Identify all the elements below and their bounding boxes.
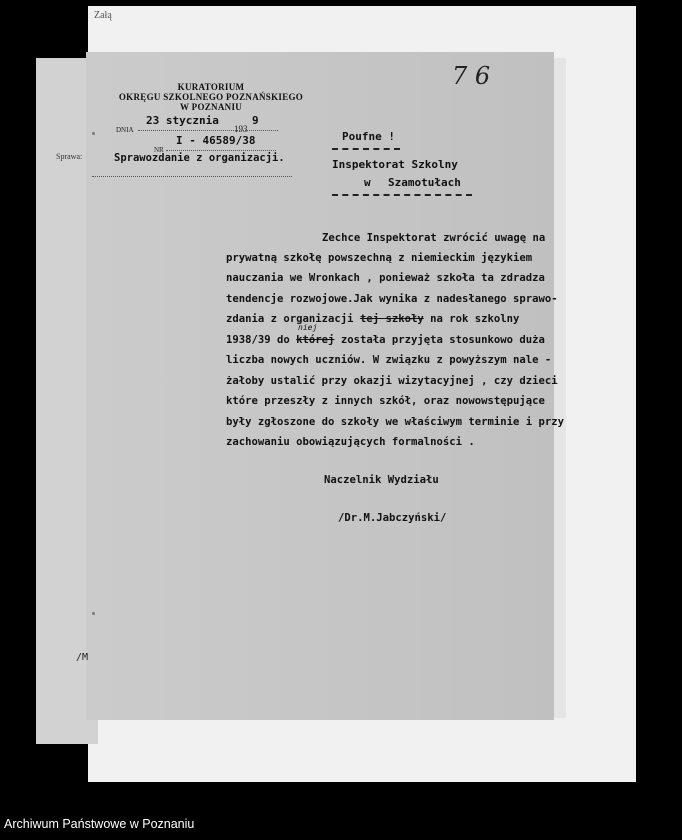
date-dotted-line — [138, 130, 278, 131]
body-line: tendencje rozwojowe.Jak wynika z nadesłanego sprawo- — [226, 293, 558, 305]
left-sheet-initials: /M — [76, 652, 89, 663]
recipient-city: Szamotułach — [388, 176, 461, 189]
body-line: żałoby ustalić przy okazji wizytacyjnej , czy dzieci — [226, 375, 558, 387]
body-line-with-strike — [226, 334, 545, 346]
body-line: Zechce Inspektorat zwrócić uwagę na — [322, 232, 546, 244]
handwritten-insertion: niej — [298, 323, 318, 332]
office-line: W POZNANIU — [179, 102, 243, 112]
number-dotted-line — [166, 150, 276, 151]
document-page — [86, 52, 565, 720]
number-label: NR — [154, 146, 164, 154]
body-line: nauczania we Wronkach , ponieważ szkoła ta zdradza — [226, 272, 545, 284]
subject-dotted-line — [92, 176, 292, 177]
punch-hole — [92, 132, 95, 135]
body-line: zachowaniu obowiązujących formalności . — [226, 436, 475, 448]
body-line: liczba nowych uczniów. W związku z powyższym nale - — [226, 354, 552, 366]
recipient-w: w — [364, 176, 371, 189]
date-label: DNIA — [116, 126, 134, 134]
body-line: prywatną szkołę powszechną z niemieckim językiem — [226, 252, 533, 264]
subject-value: Sprawozdanie z organizacji. — [114, 152, 285, 164]
body-line-text: na rok szkolny — [423, 313, 520, 325]
body-line-text: została przyjęta stosunkowo duża — [334, 334, 545, 346]
issuing-office — [86, 82, 336, 112]
document-edge — [552, 58, 566, 718]
punch-hole — [92, 612, 95, 615]
signature-name: /Dr.M.Jabczyński/ — [338, 512, 447, 524]
struck-text: której — [296, 334, 335, 346]
left-sheet-sprawa-label: Sprawa: — [56, 152, 83, 161]
year-prefix: 193 — [234, 124, 248, 134]
office-line: OKRĘGU SZKOLNEGO POZNAŃSKIEGO — [118, 92, 304, 102]
background-sheet-tab-text: Załą — [94, 10, 112, 21]
recipient-underline — [332, 194, 472, 196]
body-line-with-strike — [226, 313, 519, 325]
body-line: były zgłoszone do szkoły we właściwym terminie i przy — [226, 416, 565, 428]
year-suffix: 9 — [252, 114, 259, 127]
confidential-underline — [332, 148, 400, 150]
recipient-line-1: Inspektorat Szkolny — [332, 158, 458, 171]
body-line-text: zdania z organizacji — [226, 313, 360, 325]
struck-text: tej szkoły — [359, 313, 424, 325]
reference-number: I - 46589/38 — [176, 134, 256, 147]
confidential-marking: Poufne ! — [342, 130, 395, 143]
archive-footer: Archiwum Państwowe w Poznaniu — [4, 817, 195, 831]
body-line: które przeszły z innych szkół, oraz nowowstępujące — [226, 395, 545, 407]
body-line-text: 1938/39 do — [226, 334, 297, 346]
office-line: KURATORIUM — [177, 82, 245, 92]
signature-title: Naczelnik Wydziału — [324, 474, 439, 486]
date-value: 23 stycznia — [146, 114, 219, 127]
handwritten-folio-number: 7 6 — [452, 62, 491, 90]
